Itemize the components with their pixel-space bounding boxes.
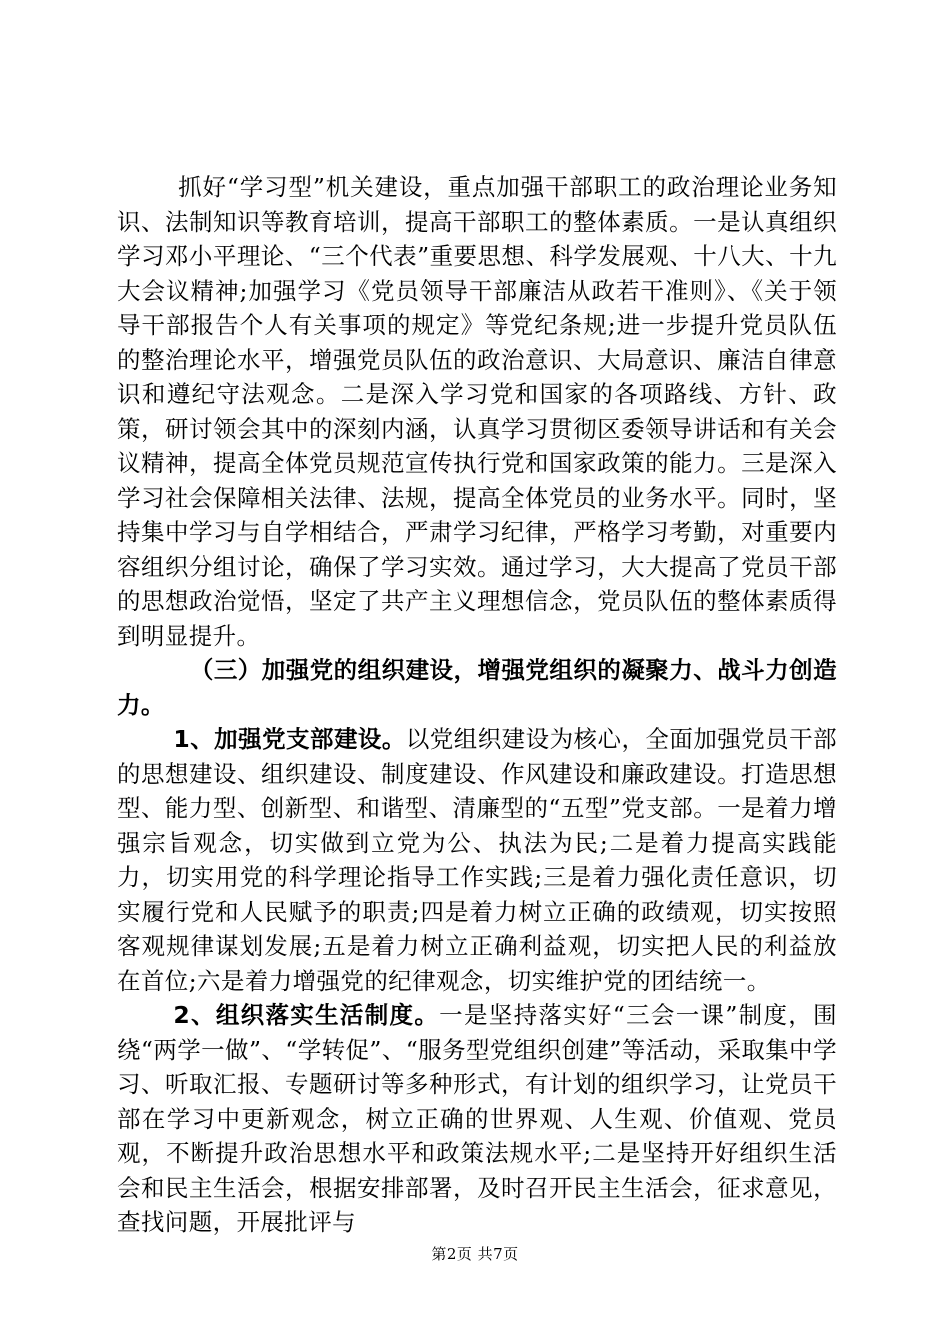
page-footer: 第2页 共7页: [431, 1245, 519, 1263]
document-body: [117, 170, 837, 1240]
section-heading: （三）加强党的组织建设，增强党组织的凝聚力、战斗力创造力。: [117, 656, 837, 719]
paragraph-body: 以党组织建设为核心，全面加强党员干部的思想建设、组织建设、制度建设、作风建设和廉政建设。打造思想型、能力型、创新型、和谐型、清廉型的“五型”党支部。一是着力增强宗旨观念，切实做到立党为公、执法为民;二是着力提高实践能力，切实用党的科学理论指导工作实践;三是着力强化责任意识，切实履行党和人民赋予的职责;四是着力树立正确的政绩观，切实按照客观规律谋划发展;五是着力树立正确利益观，切实把人民的利益放在首位;六是着力增强党的纪律观念，切实维护党的团结统一。: [117, 725, 838, 995]
paragraph-study-building: 抓好“学习型”机关建设，重点加强干部职工的政治理论业务知识、法制知识等教育培训，提高干部职工的整体素质。一是认真组织学习邓小平理论、“三个代表”重要思想、科学发展观、十八大、十九大会议精神;加强学习《党员领导干部廉洁从政若干准则》、《关于领导干部报告个人有关事项的规定》等党纪条规;进一步提升党员队伍的整治理论水平，增强党员队伍的政治意识、大局意识、廉洁自律意识和遵纪守法观念。二是深入学习党和国家的各项路线、方针、政策，研讨领会其中的深刻内涵，认真学习贯彻区委领导讲话和有关会议精神，提高全体党员规范宣传执行党和国家政策的能力。三是深入学习社会保障相关法律、法规，提高全体党员的业务水平。同时，坚持集中学习与自学相结合，严肃学习纪律，严格学习考勤，对重要内容组织分组讨论，确保了学习实效。通过学习，大大提高了党员干部的思想政治觉悟，坚定了共产主义理想信念，党员队伍的整体素质得到明显提升。: [117, 173, 837, 650]
paragraph-lead: 1、加强党支部建设。: [173, 725, 406, 753]
paragraph-branch-building: [117, 722, 837, 998]
paragraph-body: 一是坚持落实好“三会一课”制度，围绕“两学一做”、“学转促”、“服务型党组织创建”等活动，采取集中学习、听取汇报、专题研讨等多种形式，有计划的组织学习，让党员干部在学习中更新观念，树立正确的世界观、人生观、价值观、党员观，不断提升政治思想水平和政策法规水平;二是坚持开好组织生活会和民主生活会，根据安排部署，及时召开民主生活会，征求意见，查找问题，开展批评与: [117, 1001, 837, 1236]
paragraph-life-system: [117, 998, 837, 1240]
paragraph-lead: 2、组织落实生活制度。: [173, 1001, 440, 1029]
